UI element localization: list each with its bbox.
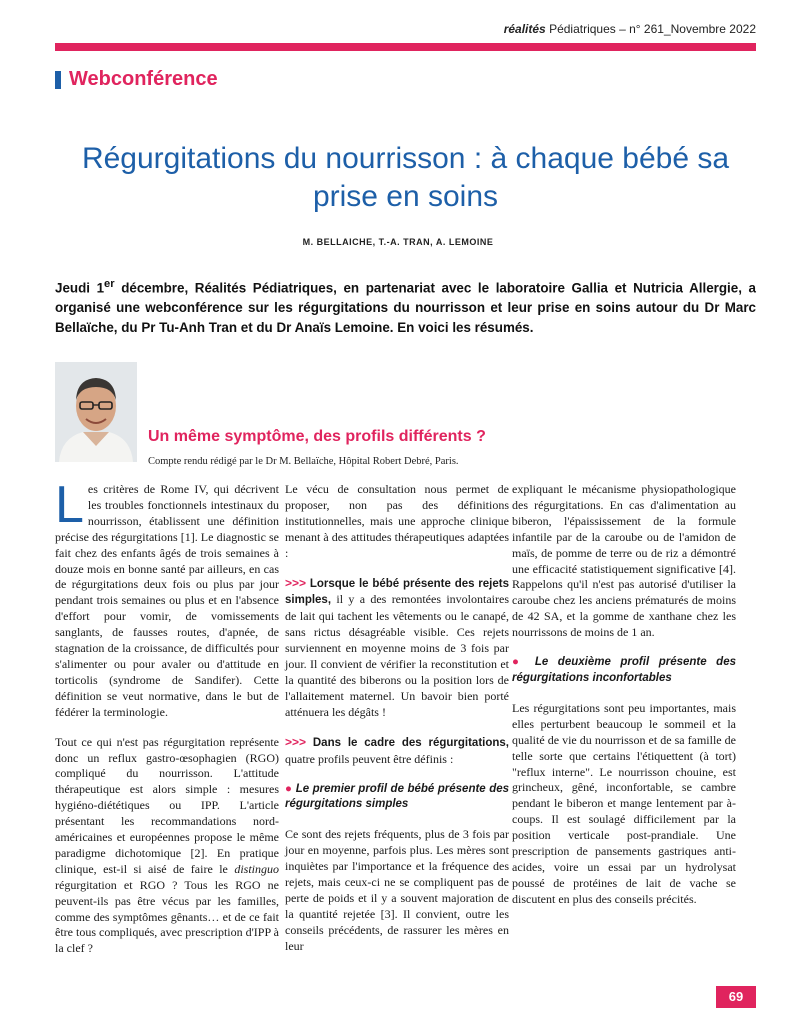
article-intro xyxy=(55,274,756,338)
rubric-square-icon xyxy=(55,71,61,89)
col1-p2b: régurgitation et RGO ? Tous les RGO ne peuvent-ils pas être vécus par les familles, comme des symptômes gênants… et de ce fait être tous compliqués, avec prescription d'IPP à la clef ? xyxy=(55,877,279,956)
col3-bullet-text: Le deuxième profil présente des régurgitations inconfortables xyxy=(512,656,736,684)
article-authors: M. BELLAICHE, T.-A. TRAN, A. LEMOINE xyxy=(302,237,494,247)
section-heading: Un même symptôme, des profils différents ? xyxy=(148,428,486,445)
bullet-icon: ● xyxy=(512,656,526,669)
col2-paragraph-4: Ce sont des rejets fréquents, plus de 3 fois par jour en moyenne, parfois plus. Les mères sont inquiètes par l'importance et la fréquence des rejets, mais ceux-ci ne se compliquent pas de perte de poids et il y a souvent majoration de la quantité rejetée [3]. Il convient, outre les conseils précédents, de rassurer les mères en leur xyxy=(285,827,509,953)
rubric-label: Webconférence xyxy=(69,68,218,90)
col2-paragraph-3 xyxy=(285,735,509,768)
col3-bullet-heading xyxy=(512,655,736,687)
col2-bullet-text: Le premier profil de bébé présente des régurgitations simples xyxy=(285,782,510,811)
col1-paragraph-1 xyxy=(55,476,279,721)
col2-arrow-1: >>> xyxy=(285,575,307,590)
col1-p1-text: es critères de Rome IV, qui décrivent les troubles fonctionnels intestinaux du nourrisson, établissent une définition précise des régurgitations [1]. Le diagnostic se fait chez des enfants âgés de trois semaines à douze mois en bonne santé par ailleurs, en cas de régurgitations deux fois ou plus par jour pendant trois semaines ou plus et en l'absence d'effort pour vomir, de vomissements sanglants, de fausses routes, d'apnée, de stagnation de la croissance, de difficultés pour s'alimenter ou pour avaler ou d'attitude en torticolis (syndrome de Sandifer). Cette définition se veut normative, dans le but de fédérer la terminologie. xyxy=(55,482,279,719)
author-photo xyxy=(55,362,137,462)
journal-header xyxy=(504,22,756,36)
bullet-icon: ● xyxy=(285,782,293,795)
col2-paragraph-2 xyxy=(285,576,509,721)
col2-lead-1: Lorsque le bébé présente des rejets simples, xyxy=(285,577,509,607)
journal-issue: Pédiatriques – n° 261_Novembre 2022 xyxy=(549,22,756,36)
intro-day: Jeudi 1 xyxy=(55,280,105,296)
col2-p3-text: quatre profils peuvent être définis : xyxy=(285,751,454,766)
col1-p2a: Tout ce qui n'est pas régurgitation représente donc un reflux gastro-œsophagien (RGO) compliqué du nourrisson. L'attitude thérapeutique est alors simple : mesures hygiéno-diététiques ou IPP. L'article présentant les recommandations nord-américaines et européennes propose le même paradigme dichotomique [2]. En pratique clinique, est-il si aisé de faire le xyxy=(55,734,279,876)
col3-paragraph-1: expliquant le mécanisme physiopathologique des régurgitations. En cas d'alimentation au biberon, l'épaississement de la formule infantile par de la caroube ou de l'amidon de maïs, de pomme de terre ou de riz a démontré une efficacité statistiquement significative [4]. Rappelons qu'il n'est pas autorisé d'utiliser la caroube chez les anciens prématurés de moins de 42 SA, et la gomme de xanthane chez les nourrissons de moins de 1 an. xyxy=(512,482,736,640)
rubric xyxy=(55,68,218,91)
intro-text: décembre, Réalités Pédiatriques, en partenariat avec le laboratoire Gallia et Nutricia Allergie, a organisé une webconférence sur les régurgitations du nourrisson et leur prise en soins autour du Dr Marc Bellaïche, du Pr Tu-Anh Tran et du Dr Anaïs Lemoine. En voici les résumés. xyxy=(55,280,756,336)
column-3 xyxy=(512,482,736,922)
column-1 xyxy=(55,476,279,971)
col2-p2-text: il y a des remontées involontaires de lait qui tachent les vêtements ou le canapé, sans rictus désagréable visible. Ces rejets surviennent en moyenne moins de 3 fois par jour. Il convient de vérifier la reconstitution et la quantité des biberons ou la position lors de l'allaitement maternel. Un bavoir bien porté atténuera les dégâts ! xyxy=(285,592,509,719)
col2-arrow-2: >>> xyxy=(285,734,307,749)
section-credit: Compte rendu rédigé par le Dr M. Bellaïche, Hôpital Robert Debré, Paris. xyxy=(148,456,459,467)
col3-paragraph-2: Les régurgitations sont peu importantes, mais elles perturbent beaucoup le sommeil et la qualité de vie du nourrisson et de sa famille de telle sorte que certains l'étiquettent (à tort) "reflux interne". Le nourrisson chouine, est grincheux, gêné, inconfortable, se cambre pendant le biberon et mange lentement par à-coups. Il est soulagé difficilement par la position verticale post-prandiale. Une prescription de pansements gastriques anti-acides, voire un essai par un hydrolysat poussé de protéines de lait de vache se discutent en plus des conseils précités. xyxy=(512,700,736,906)
col2-bullet-heading xyxy=(285,782,509,814)
col2-paragraph-1: Le vécu de consultation nous permet de proposer, non pas des définitions institutionnelles, mais une approche clinique menant à des attitudes thérapeutiques adaptées : xyxy=(285,482,509,560)
column-2 xyxy=(285,482,509,969)
page-number: 69 xyxy=(716,986,756,1008)
drop-cap: L xyxy=(55,476,84,534)
col2-lead-2: Dans le cadre des régurgitations, xyxy=(306,736,509,749)
header-rule xyxy=(55,43,756,51)
journal-brand: réalités xyxy=(503,22,546,36)
intro-sup: er xyxy=(104,278,115,290)
col1-p2-italic: distinguo xyxy=(234,861,279,876)
article-title: Régurgitations du nourrisson : à chaque bébé sa prise en soins xyxy=(81,142,730,213)
col1-paragraph-2 xyxy=(55,735,279,958)
